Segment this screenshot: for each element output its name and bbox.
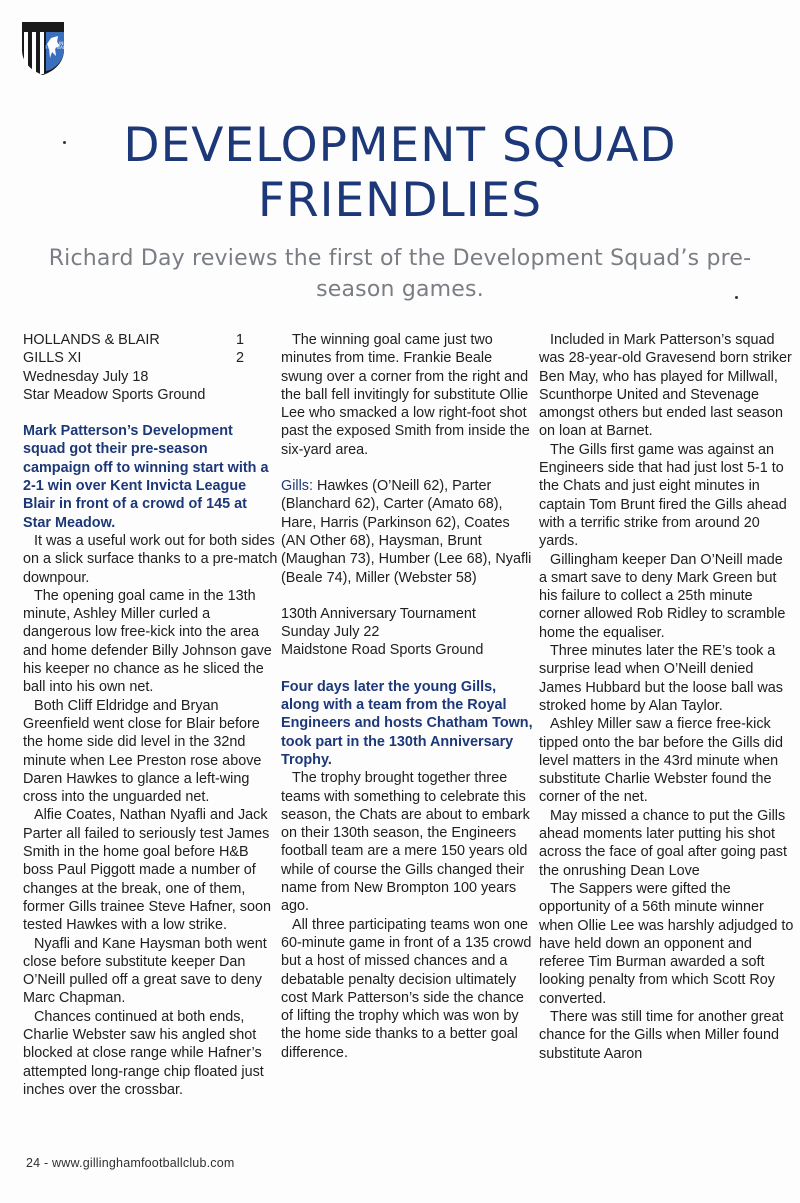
paragraph: Chances continued at both ends, Charlie Webster saw his angled shot blocked at close range while Hafner’s attempted long-range chip floated just inches over the crossbar. <box>23 1008 264 1098</box>
paragraph: It was a useful work out for both sides on a slick surface thanks to a pre-match downpour. <box>23 532 278 586</box>
page-number: 24 <box>26 1156 41 1170</box>
away-team-score: 2 <box>235 350 244 367</box>
match1-venue: Star Meadow Sports Ground <box>23 386 206 403</box>
paragraph: The Sappers were gifted the opportunity of a 56th minute winner when Ollie Lee was harshly adjudged to have held down an opponent and referee Tim Burman awarded a soft looking penalty from which Scott Roy converted. <box>539 880 794 1007</box>
section-lede: Four days later the young Gills, along with a team from the Royal Engineers and hosts Chatham Town, took part in the 130th Anniversary Trophy. <box>281 678 533 768</box>
match2-venue: Maidstone Road Sports Ground <box>281 642 484 659</box>
page-title <box>0 118 800 228</box>
match2-event: 130th Anniversary Tournament <box>281 605 476 622</box>
result-away-row <box>23 349 278 367</box>
crest-label: GILLINGHAM FOOTBALL CLUB <box>45 41 81 50</box>
club-website-link[interactable]: www.gillinghamfootballclub.com <box>52 1156 235 1170</box>
lineup-text: Hawkes (O’Neill 62), Parter (Blanchard 62), Carter (Amato 68), Hare, Harris (Parkinson 62), Coates (AN Other 68), Haysman, Brunt (Maughan 73), Humber (Lee 68), Nyafli (Beale 74), Miller (Webster 58) <box>281 478 532 586</box>
paragraph: The opening goal came in the 13th minute, Ashley Miller curled a dangerous low free-kick into the area and home defender Billy Johnson gave his keeper no chance as he sliced the ball into his own net. <box>23 587 272 696</box>
title-line-1: DEVELOPMENT SQUAD <box>123 118 677 173</box>
away-team-name: GILLS XI <box>23 350 82 367</box>
home-team-score: 1 <box>235 332 244 348</box>
article-lede: Mark Patterson’s Development squad got their pre-season campaign off to winning start with a 2-1 win over Kent Invicta League Blair in front of a crowd of 145 at Star Meadow. <box>23 423 269 531</box>
footer-separator: - <box>40 1156 53 1170</box>
article-column-3 <box>539 331 794 1063</box>
paragraph: The winning goal came just two minutes from time. Frankie Beale swung over a corner from the right and the ball fell invitingly for substitute Ollie Lee who smacked a low right-foot shot past the exposed Smith from inside the six-yard area. <box>281 332 530 458</box>
paragraph: There was still time for another great chance for the Gills when Miller found substitute Aaron <box>539 1008 784 1062</box>
match2-date: Sunday July 22 <box>281 624 380 641</box>
standfirst: Richard Day reviews the first of the Development Squad’s pre-season games. <box>48 246 752 302</box>
paragraph: Nyafli and Kane Haysman both went close before substitute keeper Dan O’Neill pulled off a great save to deny Marc Chapman. <box>23 935 267 1007</box>
paragraph: The Gills first game was against an Engineers side that had just lost 5-1 to the Chats and just eight minutes in captain Tom Brunt fired the Gills ahead with a terrific strike from around 20 yards. <box>539 441 787 550</box>
home-team-name: HOLLANDS & BLAIR <box>23 332 160 348</box>
match1-date: Wednesday July 18 <box>23 368 149 385</box>
print-speck <box>63 141 66 144</box>
article-column-1 <box>23 331 278 1099</box>
page-footer <box>26 1156 235 1170</box>
gills-lineup <box>281 477 536 587</box>
club-crest <box>20 20 81 76</box>
title-line-2: FRIENDLIES <box>257 173 543 228</box>
print-speck <box>735 296 738 299</box>
paragraph: Three minutes later the RE’s took a surprise lead when O’Neill denied James Hubbard but the loose ball was stroked home by Alan Taylor. <box>539 643 783 714</box>
result-home-row <box>23 331 278 349</box>
paragraph: Ashley Miller saw a fierce free-kick tipped onto the bar before the Gills did level matters in the 43rd minute when substitute Charlie Webster found the corner of the net. <box>539 716 784 806</box>
paragraph: The trophy brought together three teams with something to celebrate this season, the Chats are about to embark on their 130th season, the Engineers football team are a mere 150 years old while of course the Gills changed their name from New Brompton 100 years ago. <box>281 770 530 915</box>
paragraph: May missed a chance to put the Gills ahead moments later putting his shot across the face of goal after going past the onrushing Dean Love <box>539 807 787 879</box>
lineup-label: Gills: <box>281 478 313 495</box>
paragraph: Both Cliff Eldridge and Bryan Greenfield went close for Blair before the home side did level in the 32nd minute when Lee Preston rose above Daren Hawkes to glance a left-wing cross into the unguarded net. <box>23 697 262 806</box>
article-column-2 <box>281 331 536 1062</box>
paragraph: Gillingham keeper Dan O’Neill made a smart save to deny Mark Green but his failure to collect a 25th minute corner allowed Rob Ridley to scramble home the equaliser. <box>539 551 786 641</box>
paragraph: Alfie Coates, Nathan Nyafli and Jack Parter all failed to seriously test James Smith in the home goal before H&B boss Paul Piggott made a number of changes at the break, one of them, former Gills trainee Steve Hafner, soon tested Hawkes with a low strike. <box>23 807 271 934</box>
paragraph: Included in Mark Patterson’s squad was 28-year-old Gravesend born striker Ben May, who has played for Millwall, Scunthorpe United and Stevenage amongst others but ended last season on loan at Barnet. <box>539 332 792 440</box>
paragraph: All three participating teams won one 60-minute game in front of a 135 crowd but a host of missed chances and a debatable penalty decision ultimately cost Mark Patterson’s side the chance of lifting the trophy which was won by the home side thanks to a better goal difference. <box>281 916 532 1061</box>
